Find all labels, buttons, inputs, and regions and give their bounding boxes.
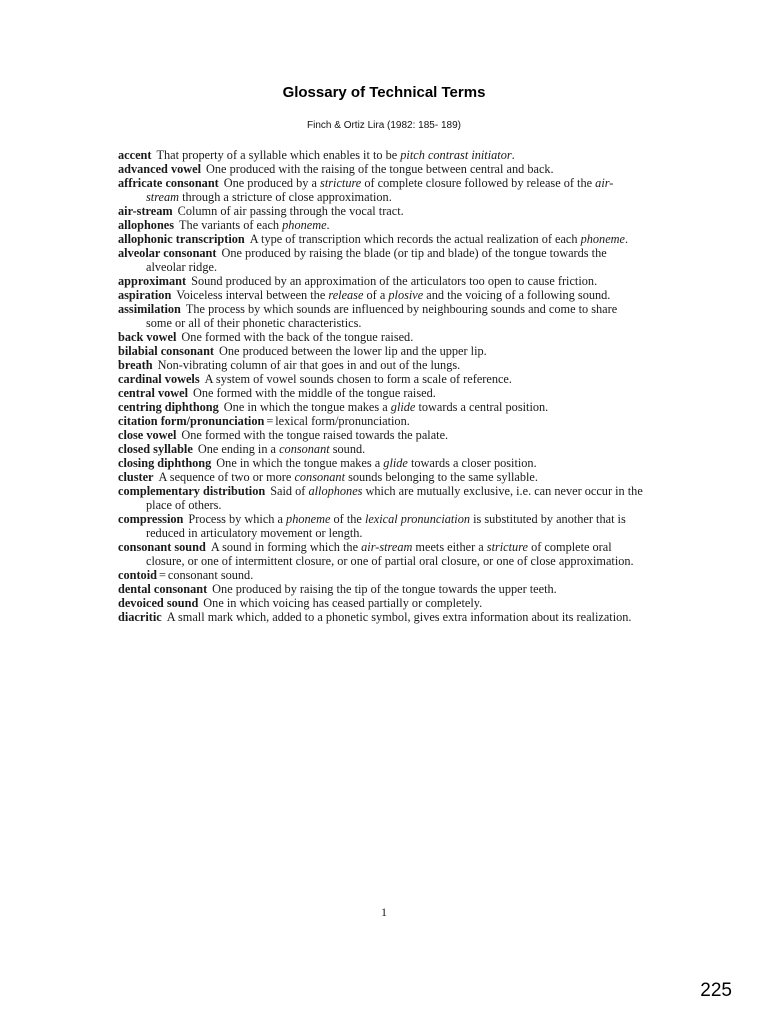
glossary-term: allophones [118, 218, 175, 232]
glossary-definition: Non-vibrating column of air that goes in and out of the lungs. [157, 358, 461, 372]
glossary-definition: A type of transcription which records the actual realization of each phoneme. [249, 232, 629, 246]
glossary-entry [118, 386, 646, 400]
glossary-term: close vowel [118, 428, 177, 442]
glossary-entry [118, 358, 646, 372]
glossary-definition: One formed with the back of the tongue raised. [181, 330, 414, 344]
glossary-term: assimilation [118, 302, 181, 316]
glossary-definition: consonant sound. [167, 568, 254, 582]
glossary-definition: That property of a syllable which enables it to be pitch contrast initiator. [156, 148, 515, 162]
glossary-entry [118, 274, 646, 288]
glossary-definition: Said of allophones which are mutually exclusive, i.e. can never occur in the place of others. [146, 484, 643, 512]
glossary-definition: A sequence of two or more consonant sounds belonging to the same syllable. [158, 470, 538, 484]
glossary-definition: Sound produced by an approximation of the articulators too open to cause friction. [191, 274, 598, 288]
glossary-definition: One produced by a stricture of complete closure followed by release of the air-stream through a stricture of close approximation. [146, 176, 614, 204]
glossary-definition: The variants of each phoneme. [179, 218, 330, 232]
glossary-term: complementary distribution [118, 484, 266, 498]
glossary-term: bilabial consonant [118, 344, 215, 358]
glossary-definition: One in which the tongue makes a glide towards a central position. [223, 400, 549, 414]
glossary-entry [118, 288, 646, 302]
glossary-entry [118, 484, 646, 512]
glossary-term: cardinal vowels [118, 372, 200, 386]
glossary-definition: One produced by raising the blade (or tip and blade) of the tongue towards the alveolar ridge. [146, 246, 607, 274]
glossary-entry [118, 148, 646, 162]
glossary-entry [118, 162, 646, 176]
glossary-term: aspiration [118, 288, 172, 302]
glossary-term: alveolar consonant [118, 246, 217, 260]
glossary-entry [118, 372, 646, 386]
glossary-entry [118, 470, 646, 484]
glossary-term: citation form/pronunciation [118, 414, 265, 428]
glossary-entry [118, 176, 646, 204]
equals-sign: = [158, 568, 166, 582]
glossary-term: closed syllable [118, 442, 193, 456]
glossary-term: air-stream [118, 204, 173, 218]
glossary-term: allophonic transcription [118, 232, 245, 246]
glossary-term: accent [118, 148, 152, 162]
glossary-term: central vowel [118, 386, 188, 400]
glossary-term: breath [118, 358, 153, 372]
glossary-definition: One produced by raising the tip of the tongue towards the upper teeth. [212, 582, 557, 596]
glossary-entry [118, 428, 646, 442]
glossary-entry [118, 218, 646, 232]
glossary-definition: A sound in forming which the air-stream meets either a stricture of complete oral closure, or one of intermittent closure, or one of partial oral closure, or one of close approximation. [146, 540, 634, 568]
citation-subtitle: Finch & Ortiz Lira (1982: 185- 189) [307, 120, 461, 131]
equals-sign: = [266, 414, 274, 428]
glossary-entry [118, 442, 646, 456]
glossary-entry [118, 610, 646, 624]
glossary-definition: lexical form/pronunciation. [275, 414, 410, 428]
glossary-term: contoid [118, 568, 157, 582]
glossary-definition: One formed with the middle of the tongue raised. [193, 386, 436, 400]
glossary-entry [118, 204, 646, 218]
glossary-definition: The process by which sounds are influenced by neighbouring sounds and come to share some or all of their phonetic characteristics. [146, 302, 618, 330]
glossary-entry [118, 456, 646, 470]
glossary-definition: Process by which a phoneme of the lexical pronunciation is substituted by another that is reduced in articulatory movement or length. [146, 512, 626, 540]
glossary-definition: Column of air passing through the vocal tract. [177, 204, 404, 218]
glossary-entry [118, 232, 646, 246]
glossary-term: dental consonant [118, 582, 208, 596]
page-title: Glossary of Technical Terms [282, 84, 486, 101]
glossary-definition: One produced between the lower lip and the upper lip. [219, 344, 487, 358]
glossary-definition: A system of vowel sounds chosen to form a scale of reference. [204, 372, 512, 386]
glossary-entry [118, 246, 646, 274]
glossary-term: affricate consonant [118, 176, 219, 190]
glossary-term: approximant [118, 274, 187, 288]
glossary-entry [118, 302, 646, 330]
glossary-entry [118, 344, 646, 358]
glossary-entry [118, 400, 646, 414]
glossary-term: advanced vowel [118, 162, 202, 176]
glossary-term: closing diphthong [118, 456, 212, 470]
glossary-entry [118, 414, 646, 428]
page-number: 1 [381, 905, 387, 919]
glossary-term: compression [118, 512, 184, 526]
glossary-definition: One formed with the tongue raised towards the palate. [181, 428, 449, 442]
glossary-term: devoiced sound [118, 596, 199, 610]
glossary-entry [118, 540, 646, 568]
glossary-definition: A small mark which, added to a phonetic symbol, gives extra information about its realization. [166, 610, 632, 624]
glossary-definition: One in which voicing has ceased partially or completely. [203, 596, 483, 610]
glossary-term: consonant sound [118, 540, 206, 554]
glossary-entry [118, 596, 646, 610]
glossary-definition: Voiceless interval between the release of a plosive and the voicing of a following sound. [176, 288, 611, 302]
glossary-term: diacritic [118, 610, 162, 624]
glossary-term: cluster [118, 470, 154, 484]
glossary-definition: One ending in a consonant sound. [197, 442, 366, 456]
glossary-entry [118, 582, 646, 596]
corner-page-number: 225 [700, 980, 732, 1001]
glossary-definition: One in which the tongue makes a glide towards a closer position. [216, 456, 537, 470]
glossary-list [118, 148, 646, 624]
glossary-term: centring diphthong [118, 400, 219, 414]
glossary-entry [118, 330, 646, 344]
glossary-term: back vowel [118, 330, 177, 344]
glossary-definition: One produced with the raising of the tongue between central and back. [206, 162, 554, 176]
glossary-entry [118, 568, 646, 582]
glossary-entry [118, 512, 646, 540]
